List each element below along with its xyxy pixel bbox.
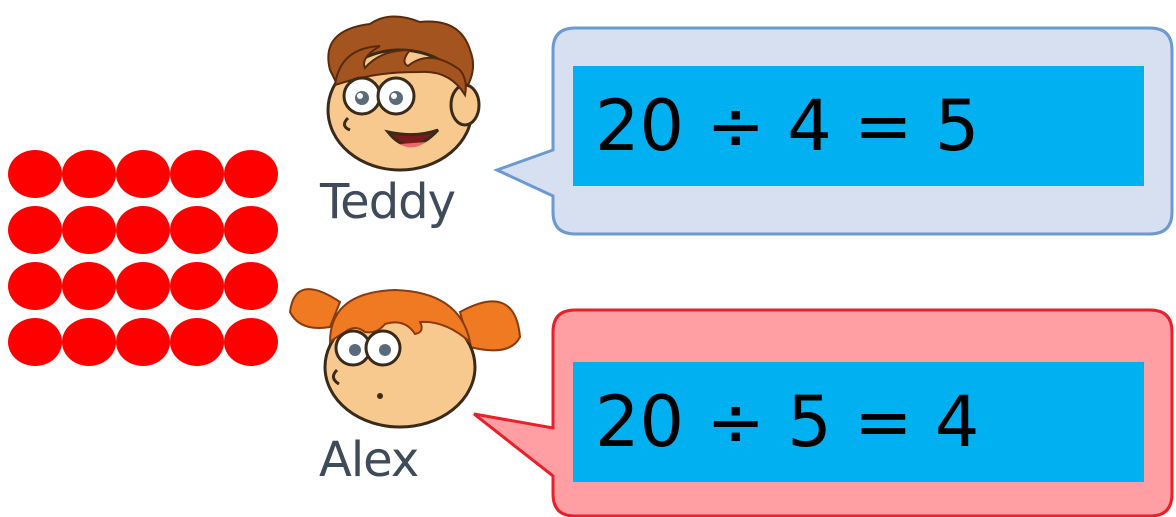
teddy-name-label: Teddy xyxy=(320,174,456,230)
alex-name-label: Alex xyxy=(319,432,419,488)
alex-character xyxy=(285,262,525,502)
teddy-character xyxy=(300,10,490,250)
teddy-equation: 20 ÷ 4 = 5 xyxy=(595,85,980,167)
teddy-equation-box xyxy=(573,66,1144,186)
girl-face-icon xyxy=(285,262,525,432)
alex-equation: 20 ÷ 5 = 4 xyxy=(595,381,980,463)
boy-face-icon xyxy=(300,10,490,180)
alex-equation-box xyxy=(573,362,1144,482)
